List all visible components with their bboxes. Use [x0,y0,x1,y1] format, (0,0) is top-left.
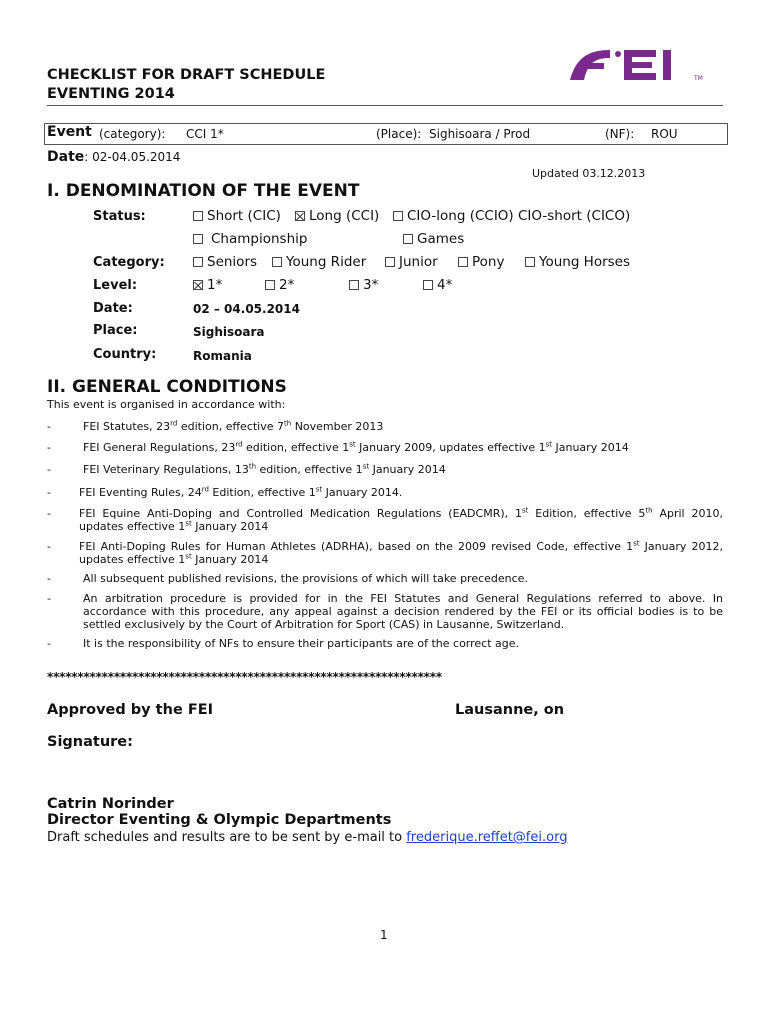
signer-name: Catrin Norinder [47,796,174,812]
star-separator: ***************************************************************** [47,670,442,684]
checkbox-icon[interactable] [193,257,203,267]
event-label: Event [47,124,92,140]
level-option-1[interactable]: 1* [193,277,222,293]
checkbox-icon[interactable] [525,257,535,267]
event-box [44,123,728,145]
category-option-young-horses[interactable]: Young Horses [525,254,630,270]
level-option-2[interactable]: 2* [265,277,294,293]
checkbox-icon[interactable] [193,211,203,221]
category-row-label: Category: [93,255,165,270]
event-date-label: Date [47,149,85,165]
event-date-line [47,149,180,165]
conditions-intro: This event is organised in accordance with: [47,398,286,411]
checkbox-icon[interactable] [349,280,359,290]
place-row-label: Place: [93,323,138,338]
date-label: Date: [93,301,133,316]
mail-instructions: Draft schedules and results are to be sent by e-mail to frederique.reffet@fei.org [47,830,568,845]
title-line-1: CHECKLIST FOR DRAFT SCHEDULE [47,67,326,83]
bullet-dash: - [47,463,51,476]
category-option-young-rider[interactable]: Young Rider [272,254,366,270]
level-option-3[interactable]: 3* [349,277,378,293]
category-label: (category): [99,127,166,141]
bullet-dash: - [47,486,51,499]
category-value: CCI 1* [186,127,224,141]
category-option-junior[interactable]: Junior [385,254,438,270]
bullet-dash: - [47,540,51,553]
condition-item: FEI Anti-Doping Rules for Human Athletes (ADRHA), based on the 2009 revised Code, effective 1st January 2012, updates effective 1st January 2014 [79,539,724,566]
country-value: Romania [193,349,252,363]
section-2-heading: II. GENERAL CONDITIONS [47,377,287,397]
event-date-value: : 02-04.05.2014 [84,150,181,164]
status-label: Status: [93,209,146,224]
date-value: 02 – 04.05.2014 [193,302,300,316]
bullet-dash: - [47,441,51,454]
checkbox-icon[interactable] [385,257,395,267]
level-label: Level: [93,278,138,293]
fei-logo [566,44,706,84]
condition-item: FEI Statutes, 23rd edition, effective 7th November 2013 [83,419,384,433]
email-link[interactable]: frederique.reffet@fei.org [406,830,568,845]
bullet-dash: - [47,507,51,520]
updated-date: Updated 03.12.2013 [532,167,646,180]
status-option-championship[interactable]: Championship [193,231,307,247]
document-title [47,66,325,104]
checkbox-icon[interactable] [423,280,433,290]
signature-label: Signature: [47,734,133,750]
checkbox-icon[interactable] [272,257,282,267]
bullet-dash: - [47,420,51,433]
place-row-value: Sighisoara [193,325,265,339]
condition-item: FEI Eventing Rules, 24rd Edition, effective 1st January 2014. [79,485,403,499]
bullet-dash: - [47,572,51,585]
place-label: (Place): [376,127,422,141]
condition-item: FEI General Regulations, 23rd edition, effective 1st January 2009, updates effective 1st January 2014 [83,440,629,454]
status-option-short[interactable]: Short (CIC) [193,208,281,224]
signer-role: Director Eventing & Olympic Departments [47,812,392,828]
condition-item: FEI Veterinary Regulations, 13th edition, effective 1st January 2014 [83,462,446,476]
place-value: Sighisoara / Prod [429,127,531,141]
condition-item: FEI Equine Anti-Doping and Controlled Medication Regulations (EADCMR), 1st Edition, effective 5th April 2010, updates effective 1st January 2014 [79,506,723,533]
lausanne-label: Lausanne, on [455,702,565,718]
category-option-pony[interactable]: Pony [458,254,504,270]
section-1-heading: I. DENOMINATION OF THE EVENT [47,181,360,201]
approved-label: Approved by the FEI [47,702,214,718]
checkbox-icon[interactable] [193,234,203,244]
condition-item: An arbitration procedure is provided for in the FEI Statutes and General Regulations referred to above. In accordance with this procedure, any appeal against a decision rendered by the FEI or its official bodies is to be settled exclusively by the Court of Arbitration for Sport (CAS) in Lausanne, Switzerland. [83,592,723,631]
checked-checkbox-icon[interactable] [295,211,305,221]
nf-value: ROU [651,127,678,141]
country-label: Country: [93,347,157,362]
status-option-long[interactable]: Long (CCI) [295,208,379,224]
condition-item: All subsequent published revisions, the provisions of which will take precedence. [83,572,528,585]
status-option-cio[interactable]: CIO-long (CCIO) CIO-short (CICO) [393,208,630,224]
category-option-seniors[interactable]: Seniors [193,254,257,270]
title-line-2: EVENTING 2014 [47,86,175,102]
checkbox-icon[interactable] [393,211,403,221]
checkbox-icon[interactable] [403,234,413,244]
level-option-4[interactable]: 4* [423,277,452,293]
page-number: 1 [380,928,388,942]
nf-label: (NF): [605,127,635,141]
checkbox-icon[interactable] [265,280,275,290]
header-divider [47,105,723,106]
checked-checkbox-icon[interactable] [193,280,203,290]
status-option-games[interactable]: Games [403,231,464,247]
checkbox-icon[interactable] [458,257,468,267]
bullet-dash: - [47,637,51,650]
condition-item: It is the responsibility of NFs to ensure their participants are of the correct age. [83,637,520,650]
svg-text:TM: TM [694,75,703,82]
bullet-dash: - [47,592,51,605]
